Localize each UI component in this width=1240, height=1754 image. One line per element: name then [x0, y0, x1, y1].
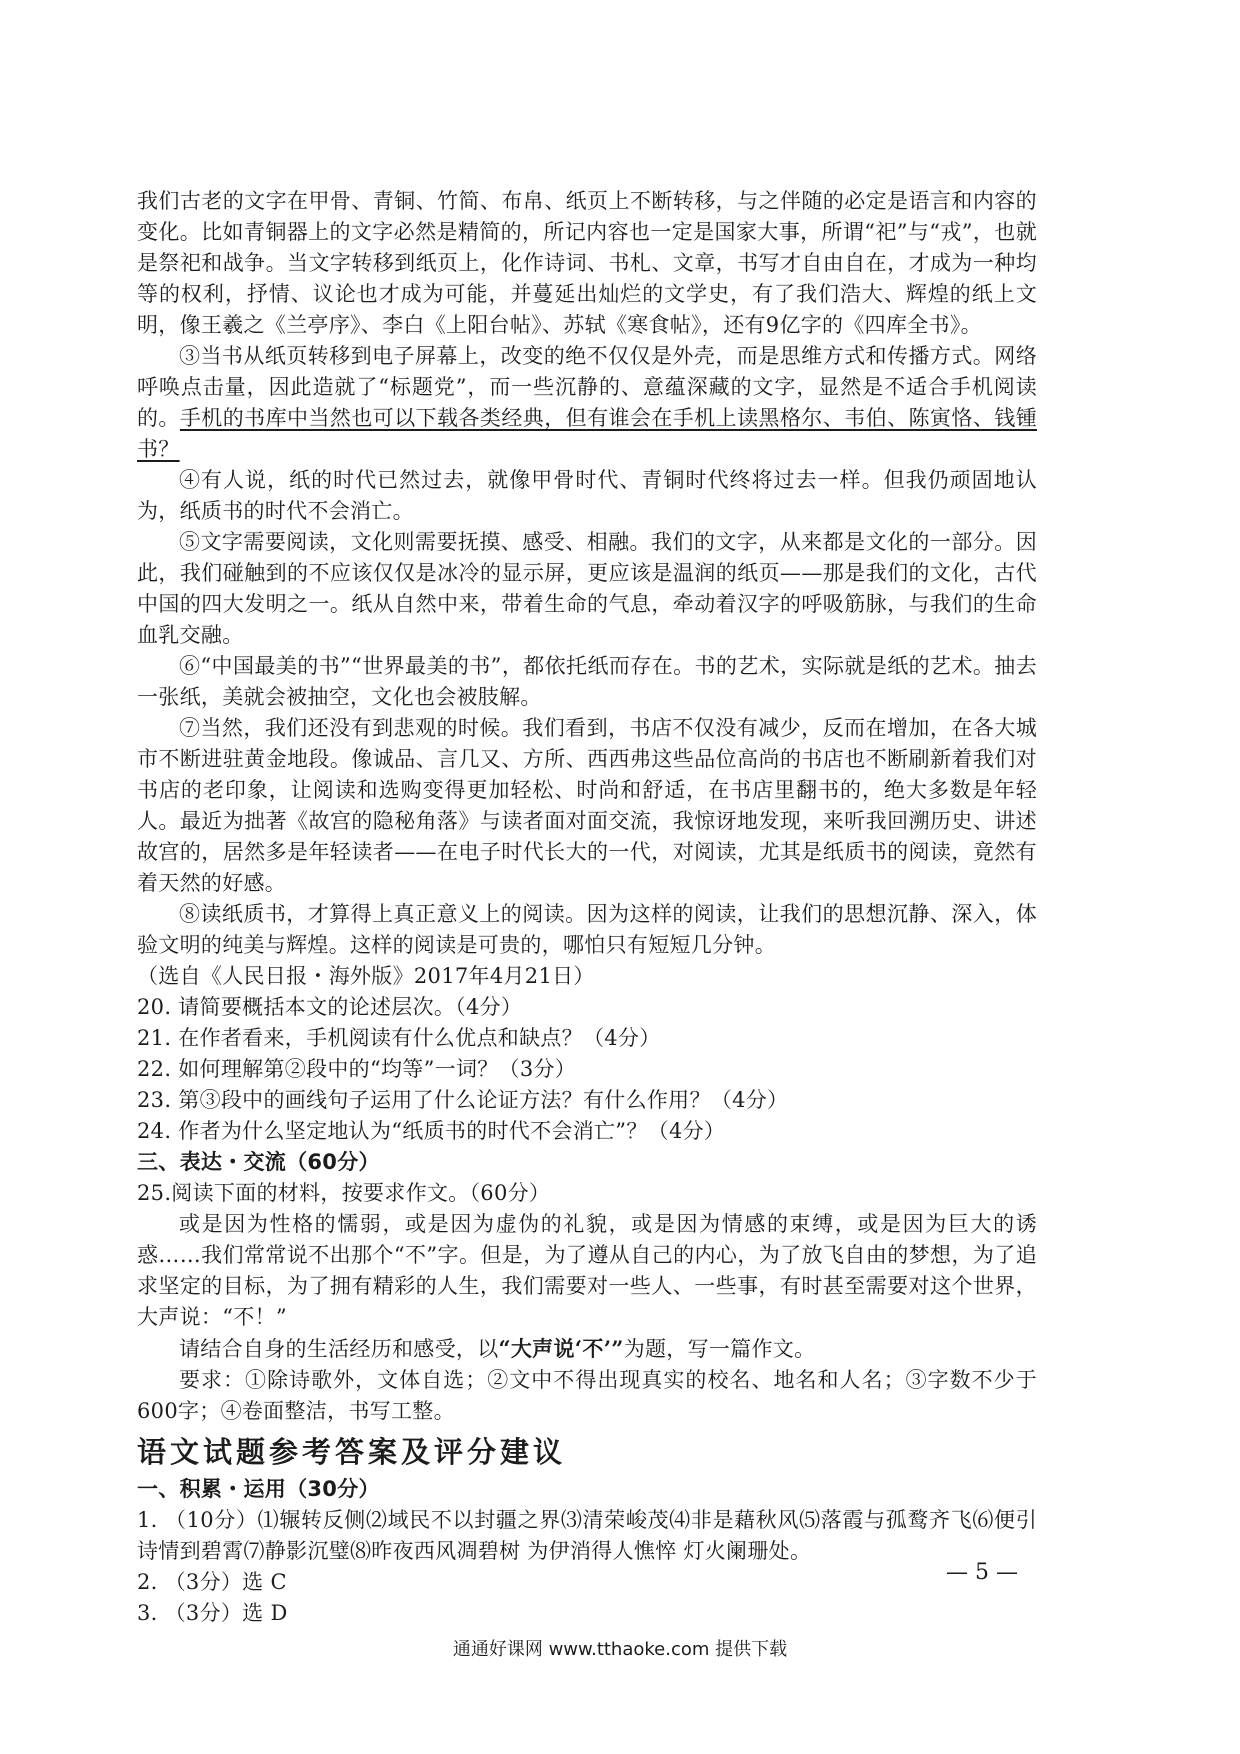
- question-24: 24. 作者为什么坚定地认为“纸质书的时代不会消亡”？（4分）: [137, 1119, 726, 1143]
- question-21: 21. 在作者看来，手机阅读有什么优点和缺点？（4分）: [137, 1026, 661, 1050]
- answer-1: 1. （10分）⑴辗转反侧⑵域民不以封疆之界⑶清荣峻茂⑷非是藉秋风⑸落霞与孤鹜齐飞⑹便引诗情到碧霄⑺静影沉璧⑻昨夜西风凋碧树 为伊消得人憔悴 灯火阑珊处。: [137, 1508, 1037, 1563]
- answers-title: 语文试题参考答案及评分建议: [137, 1435, 567, 1469]
- essay-prompt-pre: 请结合自身的生活经历和感受，以: [179, 1337, 499, 1361]
- section-3-heading: 三、表达・交流（60分）: [137, 1150, 380, 1174]
- essay-title: “大声说‘不’”: [498, 1336, 624, 1361]
- paragraph-3-text: ③当书从纸页转移到电子屏幕上，改变的绝不仅仅是外壳，而是思维方式和传播方式。网络呼唤点击量，因此造就了“标题党”，而一些沉静的、意蕴深藏的文字，显然是不适合手机阅读的。: [137, 344, 1037, 430]
- essay-prompt-post: 为题，写一篇作文。: [623, 1337, 816, 1361]
- question-25: 25.阅读下面的材料，按要求作文。（60分）: [137, 1181, 551, 1205]
- answers-section-1-heading: 一、积累・运用（30分）: [137, 1477, 380, 1501]
- page-number: — 5 —: [946, 1560, 1018, 1585]
- passage-paragraph-4: ④有人说，纸的时代已然过去，就像甲骨时代、青铜时代终将过去一样。但我仍顽固地认为，纸质书的时代不会消亡。: [137, 468, 1037, 523]
- answer-2: 2. （3分）选 C: [137, 1570, 287, 1594]
- answer-3: 3. （3分）选 D: [137, 1601, 288, 1625]
- essay-requirements: 要求：①除诗歌外，文体自选；②文中不得出现真实的校名、地名和人名；③字数不少于600字；④卷面整洁，书写工整。: [137, 1368, 1037, 1423]
- passage-paragraph-8: ⑧读纸质书，才算得上真正意义上的阅读。因为这样的阅读，让我们的思想沉静、深入，体验文明的纯美与辉煌。这样的阅读是可贵的，哪怕只有短短几分钟。: [137, 902, 1037, 957]
- passage-paragraph-5: ⑤文字需要阅读，文化则需要抚摸、感受、相融。我们的文字，从来都是文化的一部分。因此，我们碰触到的不应该仅仅是冰冷的显示屏，更应该是温润的纸页——那是我们的文化，古代中国的四大发明之一。纸从自然中来，带着生命的气息，牵动着汉字的呼吸筋脉，与我们的生命血乳交融。: [137, 530, 1037, 647]
- essay-material: 或是因为性格的懦弱，或是因为虚伪的礼貌，或是因为情感的束缚，或是因为巨大的诱惑……我们常常说不出那个“不”字。但是，为了遵从自己的内心，为了放飞自由的梦想，为了追求坚定的目标，为了拥有精彩的人生，我们需要对一些人、一些事，有时甚至需要对这个世界，大声说：“不！”: [137, 1212, 1037, 1329]
- essay-prompt: [137, 1333, 1037, 1365]
- page-body: [137, 186, 1037, 1629]
- passage-paragraph-3: [137, 341, 1037, 465]
- question-20: 20. 请简要概括本文的论述层次。（4分）: [137, 995, 523, 1019]
- passage-paragraph-7: ⑦当然，我们还没有到悲观的时候。我们看到，书店不仅没有减少，反而在增加，在各大城市不断进驻黄金地段。像诚品、言几又、方所、西西弗这些品位高尚的书店也不断刷新着我们对书店的老印象，让阅读和选购变得更加轻松、时尚和舒适，在书店里翻书的，绝大多数是年轻人。最近为拙著《故宫的隐秘角落》与读者面对面交流，我惊讶地发现，来听我回溯历史、讲述故宫的，居然多是年轻读者——在电子时代长大的一代，对阅读，尤其是纸质书的阅读，竟然有着天然的好感。: [137, 716, 1037, 895]
- passage-source: （选自《人民日报・海外版》2017年4月21日）: [137, 964, 595, 988]
- underlined-sentence: 手机的书库中当然也可以下载各类经典，但有谁会在手机上读黑格尔、韦伯、陈寅恪、钱锺书？: [137, 406, 1037, 461]
- download-footer: 通通好课网 www.tthaoke.com 提供下载: [452, 1639, 788, 1660]
- passage-paragraph-6: ⑥“中国最美的书”“世界最美的书”，都依托纸而存在。书的艺术，实际就是纸的艺术。抽去一张纸，美就会被抽空，文化也会被肢解。: [137, 654, 1037, 709]
- question-22: 22. 如何理解第②段中的“均等”一词？（3分）: [137, 1057, 577, 1081]
- passage-paragraph-2-continued: 我们古老的文字在甲骨、青铜、竹简、布帛、纸页上不断转移，与之伴随的必定是语言和内容的变化。比如青铜器上的文字必然是精简的，所记内容也一定是国家大事，所谓“祀”与“戎”，也就是祭祀和战争。当文字转移到纸页上，化作诗词、书札、文章，书写才自由自在，才成为一种均等的权利，抒情、议论也才成为可能，并蔓延出灿烂的文学史，有了我们浩大、辉煌的纸上文明，像王羲之《兰亭序》、李白《上阳台帖》、苏轼《寒食帖》，还有9亿字的《四库全书》。: [137, 189, 1037, 337]
- question-23: 23. 第③段中的画线句子运用了什么论证方法？有什么作用？（4分）: [137, 1088, 789, 1112]
